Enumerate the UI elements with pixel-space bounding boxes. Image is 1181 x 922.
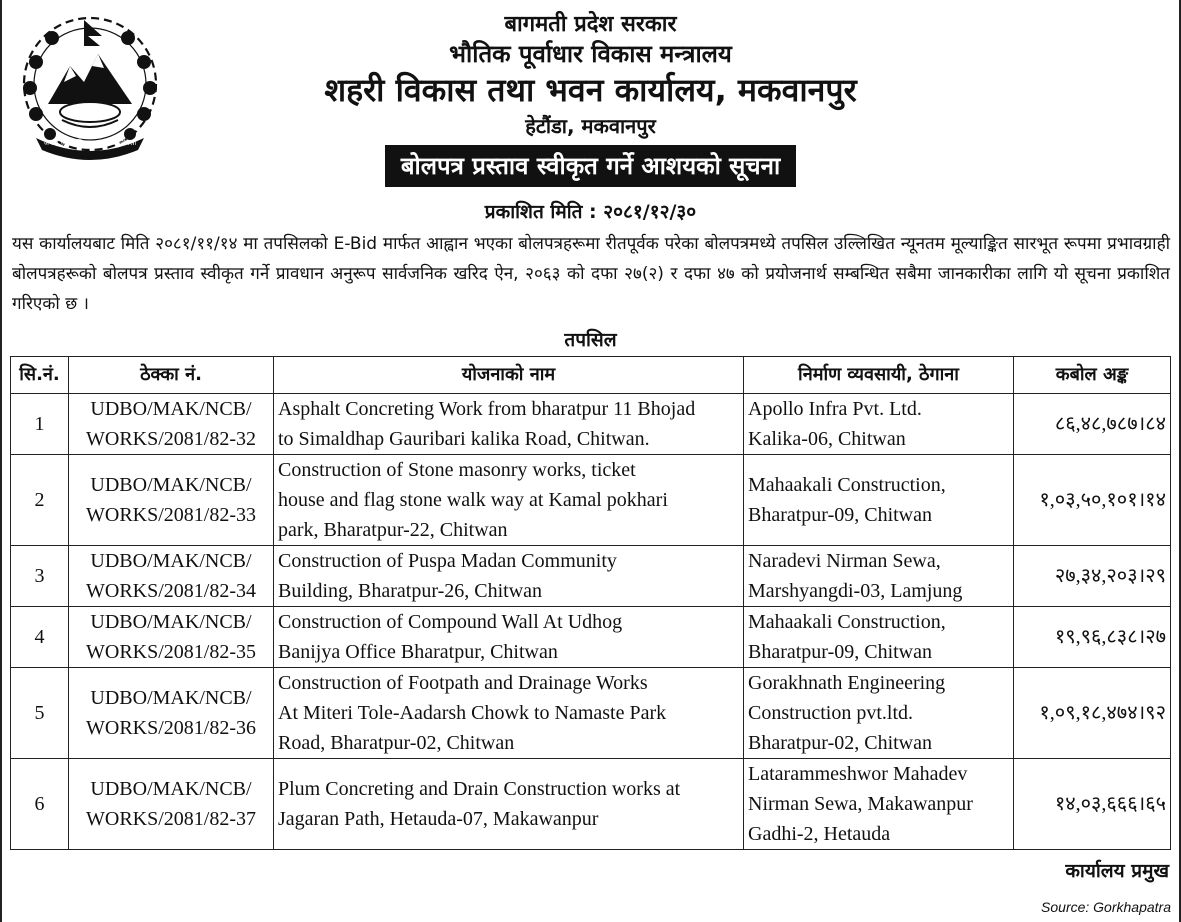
cell-bid-amount: १,०९,१८,४७४।९२ — [1014, 668, 1171, 759]
office-name: शहरी विकास तथा भवन कार्यालय, मकवानपुर — [324, 71, 857, 109]
svg-text:जननी जन्मभूमिश्च स्वर्गादपि गर: जननी जन्मभूमिश्च स्वर्गादपि गरीयसी — [43, 139, 137, 147]
table-heading: तपसिल — [564, 329, 617, 351]
cell-contract-no: UDBO/MAK/NCB/ WORKS/2081/82-37 — [69, 759, 274, 850]
cell-contractor: Mahaakali Construction, Bharatpur-09, Chitwan — [744, 455, 1014, 546]
published-date: प्रकाशित मिति : २०८१/१२/३० — [484, 201, 697, 223]
cell-contract-no: UDBO/MAK/NCB/ WORKS/2081/82-32 — [69, 394, 274, 455]
cell-contractor: Naradevi Nirman Sewa, Marshyangdi-03, Lamjung — [744, 546, 1014, 607]
table-row — [11, 607, 1171, 668]
cell-bid-amount: १,०३,५०,१०१।१४ — [1014, 455, 1171, 546]
header-contractor: निर्माण व्यवसायी, ठेगाना — [744, 357, 1014, 394]
cell-bid-amount: २७,३४,२०३।२९ — [1014, 546, 1171, 607]
cell-project-name: Construction of Puspa Madan Community Building, Bharatpur-26, Chitwan — [274, 546, 744, 607]
office-address: हेटौंडा, मकवानपुर — [525, 114, 656, 138]
cell-project-name: Construction of Footpath and Drainage Works At Miteri Tole-Aadarsh Chowk to Namaste Park Road, Bharatpur-02, Chitwan — [274, 668, 744, 759]
cell-sn: 4 — [11, 607, 69, 668]
cell-bid-amount: १९,९६,८३८।२७ — [1014, 607, 1171, 668]
cell-project-name: Construction of Stone masonry works, ticket house and flag stone walk way at Kamal pokhari park, Bharatpur-22, Chitwan — [274, 455, 744, 546]
cell-contractor: Apollo Infra Pvt. Ltd. Kalika-06, Chitwan — [744, 394, 1014, 455]
cell-contract-no: UDBO/MAK/NCB/ WORKS/2081/82-34 — [69, 546, 274, 607]
cell-contract-no: UDBO/MAK/NCB/ WORKS/2081/82-36 — [69, 668, 274, 759]
cell-contractor: Latarammeshwor Mahadev Nirman Sewa, Makawanpur Gadhi-2, Hetauda — [744, 759, 1014, 850]
cell-sn: 3 — [11, 546, 69, 607]
header-project-name: योजनाको नाम — [274, 357, 744, 394]
signature-office-chief: कार्यालय प्रमुख — [1065, 860, 1169, 882]
ministry-name: भौतिक पूर्वाधार विकास मन्त्रालय — [449, 40, 732, 68]
cell-contract-no: UDBO/MAK/NCB/ WORKS/2081/82-35 — [69, 607, 274, 668]
cell-sn: 1 — [11, 394, 69, 455]
notice-title-wrap — [0, 145, 1181, 187]
cell-sn: 5 — [11, 668, 69, 759]
notice-title: बोलपत्र प्रस्ताव स्वीकृत गर्ने आशयको सूचना — [385, 145, 796, 187]
cell-project-name: Construction of Compound Wall At Udhog Banijya Office Bharatpur, Chitwan — [274, 607, 744, 668]
header-bid-amount: कबोल अङ्क — [1014, 357, 1171, 394]
table-row — [11, 668, 1171, 759]
cell-contract-no: UDBO/MAK/NCB/ WORKS/2081/82-33 — [69, 455, 274, 546]
notice-body: यस कार्यालयबाट मिति २०८१/११/१४ मा तपसिलको E-Bid मार्फत आह्वान भएका बोलपत्रहरूमा रीतपूर्वक परेका बोलपत्रमध्ये तपसिल उल्लिखित न्यूनतम मूल्याङ्कित सारभूत रूपमा प्रभावग्राही बोलपत्रहरूको बोलपत्र प्रस्ताव स्वीकृत गर्ने प्रावधान अनुरूप सार्वजनिक खरिद ऐन, २०६३ को दफा २७(२) र दफा ४७ को प्रयोजनार्थ सम्बन्धित सबैमा जानकारीका लागि यो सूचना प्रकाशित गरिएको छ । — [12, 234, 1170, 314]
header-sn: सि.नं. — [11, 357, 69, 394]
header-contract-no: ठेक्का नं. — [69, 357, 274, 394]
cell-sn: 2 — [11, 455, 69, 546]
cell-contractor: Gorakhnath Engineering Construction pvt.ltd. Bharatpur-02, Chitwan — [744, 668, 1014, 759]
table-row — [11, 546, 1171, 607]
cell-project-name: Asphalt Concreting Work from bharatpur 11 Bhojad to Simaldhap Gauribari kalika Road, Chitwan. — [274, 394, 744, 455]
cell-bid-amount: १४,०३,६६६।६५ — [1014, 759, 1171, 850]
cell-bid-amount: ८६,४८,७८७।८४ — [1014, 394, 1171, 455]
government-name: बागमती प्रदेश सरकार — [504, 12, 677, 37]
source-credit: Source: Gorkhapatra — [1041, 899, 1171, 915]
contracts-table — [10, 356, 1171, 850]
cell-sn: 6 — [11, 759, 69, 850]
table-row — [11, 759, 1171, 850]
table-row — [11, 394, 1171, 455]
table-header-row — [11, 357, 1171, 394]
table-row — [11, 455, 1171, 546]
cell-project-name: Plum Concreting and Drain Construction works at Jagaran Path, Hetauda-07, Makawanpur — [274, 759, 744, 850]
cell-contractor: Mahaakali Construction, Bharatpur-09, Chitwan — [744, 607, 1014, 668]
